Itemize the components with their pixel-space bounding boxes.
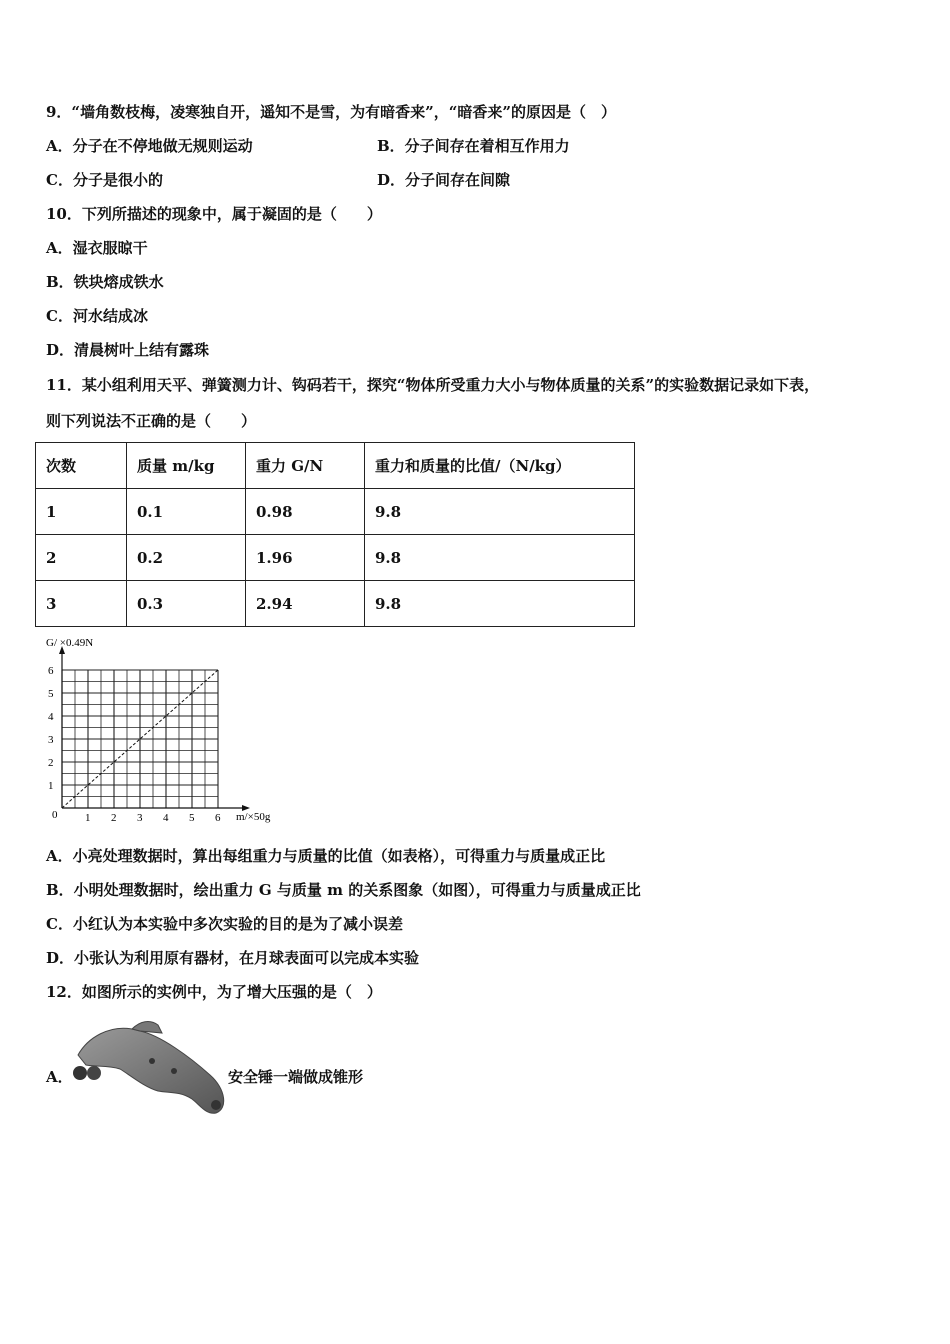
table-cell: 0.2 [127,535,246,581]
q9-option-c: C．分子是很小的 [46,171,163,189]
q9-stem: 9．“墙角数枝梅，凌寒独自开，遥知不是雪，为有暗香来”，“暗香来”的原因是（ ） [46,103,616,121]
q12-stem: 12．如图所示的实例中，为了增大压强的是（ ） [46,983,382,1001]
table-cell: 2 [36,535,127,581]
y-tick-label: 2 [48,757,54,769]
q9-option-b: B．分子间存在着相互作用力 [377,137,570,155]
x-tick-label: 6 [215,812,221,824]
table-header: 重力和质量的比值/（N/kg） [365,443,635,489]
q10-option-b: B．铁块熔成铁水 [46,273,164,291]
q9-option-d: D．分子间存在间隙 [377,171,511,189]
q12-option-a-text: 安全锤一端做成锥形 [228,1068,364,1086]
q11-option-c: C．小红认为本实验中多次实验的目的是为了减小误差 [46,915,403,933]
q10-stem: 10．下列所描述的现象中，属于凝固的是（ ） [46,205,382,223]
q11-graph [40,636,290,828]
q10-option-d: D．清晨树叶上结有露珠 [46,341,210,359]
q11-option-d: D．小张认为利用原有器材，在月球表面可以完成本实验 [46,949,420,967]
table-cell: 9.8 [365,535,635,581]
table-cell: 2.94 [246,581,365,627]
q11-stem-line1: 11．某小组利用天平、弹簧测力计、钩码若干，探究“物体所受重力大小与物体质量的关系”的实验数据记录如下表， [46,376,820,394]
origin-label: 0 [52,809,58,821]
y-tick-label: 1 [48,780,54,792]
table-row [36,581,635,627]
table-row [36,535,635,581]
q11-stem-line2: 则下列说法不正确的是（ ） [46,412,257,430]
y-tick-label: 6 [48,665,54,677]
table-cell: 0.1 [127,489,246,535]
safety-hammer-image [70,1015,230,1125]
table-cell: 3 [36,581,127,627]
table-row [36,489,635,535]
x-tick-label: 5 [189,812,195,824]
q11-data-table [35,442,635,627]
y-tick-label: 3 [48,734,54,746]
table-cell: 1.96 [246,535,365,581]
x-tick-label: 1 [85,812,91,824]
q9-option-a: A．分子在不停地做无规则运动 [46,137,253,155]
y-tick-label: 4 [48,711,54,723]
table-header: 重力 G/N [246,443,365,489]
table-cell: 1 [36,489,127,535]
x-tick-label: 4 [163,812,169,824]
table-header: 质量 m/kg [127,443,246,489]
table-cell: 9.8 [365,581,635,627]
table-cell: 0.98 [246,489,365,535]
q12-option-a-letter: A． [46,1068,73,1086]
q10-option-c: C．河水结成冰 [46,307,148,325]
q10-option-a: A．湿衣服晾干 [46,239,148,257]
y-axis-label: G/ ×0.49N [46,637,94,649]
y-tick-label: 5 [48,688,54,700]
x-tick-label: 2 [111,812,117,824]
q11-option-a: A．小亮处理数据时，算出每组重力与质量的比值（如表格），可得重力与质量成正比 [46,847,606,865]
x-tick-label: 3 [137,812,143,824]
table-header-row [36,443,635,489]
table-cell: 0.3 [127,581,246,627]
q11-option-b: B．小明处理数据时，绘出重力 G 与质量 m 的关系图象（如图），可得重力与质量成正比 [46,881,641,899]
x-axis-label: m/×50g [236,811,271,823]
table-cell: 9.8 [365,489,635,535]
table-header: 次数 [36,443,127,489]
